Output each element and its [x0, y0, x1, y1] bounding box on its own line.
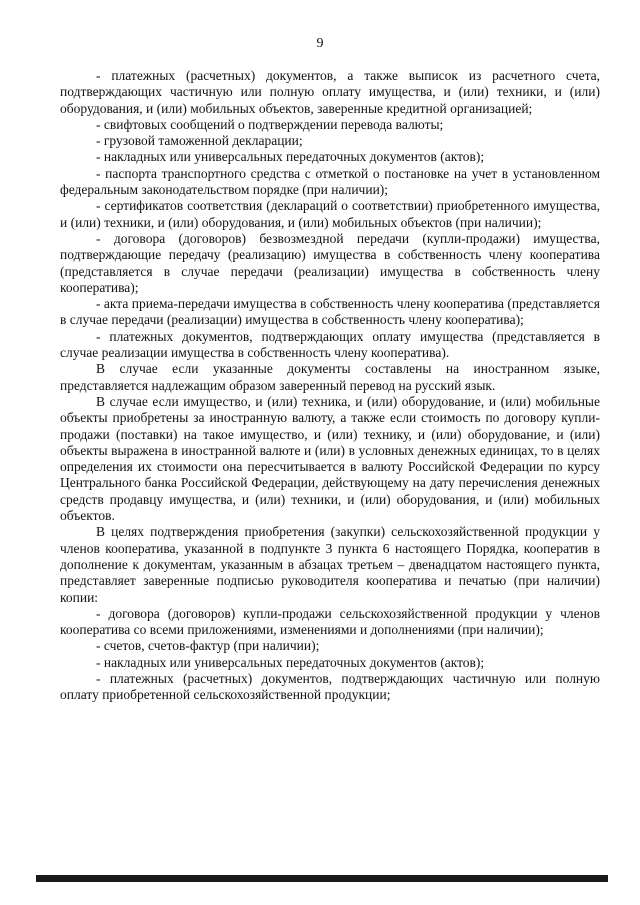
paragraph: - счетов, счетов-фактур (при наличии); [96, 638, 320, 654]
paragraph: - акта приема-передачи имущества в собственность члену кооператива (представляется в случае передачи (реализации) имущества в собственность члену кооператива); [60, 296, 600, 328]
paragraph: - грузовой таможенной декларации; [96, 133, 303, 149]
paragraph: - платежных документов, подтверждающих оплату имущества (представляется в случае реализации имущества в собственность члену кооператива). [60, 328, 600, 361]
paragraph: - договора (договоров) безвозмездной передачи (купли-продажи) имущества, подтверждающие передачу (реализацию) имущества в собственность члену кооператива (представляется в случае передачи (реализации) имущества в собственность члену кооператива); [60, 230, 600, 295]
paragraph: - накладных или универсальных передаточных документов (актов); [96, 149, 485, 165]
paragraph: - платежных (расчетных) документов, подтверждающих частичную или полную оплату приобретенной сельскохозяйственной продукции; [60, 670, 600, 703]
page-number: 9 [316, 36, 324, 51]
paragraph: - сертификатов соответствия (деклараций о соответствии) приобретенного имущества, и (или) техники, и (или) оборудования, и (или) мобильных объектов (при наличии); [60, 198, 600, 230]
paragraph: - свифтовых сообщений о подтверждении перевода валюты; [96, 116, 444, 132]
paragraph: В целях подтверждения приобретения (закупки) сельскохозяйственной продукции у членов кооператива, указанной в подпункте 3 пункта 6 настоящего Порядка, кооператив в дополнение к документам, указанным в абзацах третьем – двенадцатом настоящего пункта, представляет заверенные подписью руководителя кооператива и печатью (при наличии) копии: [60, 524, 600, 605]
paragraph: - платежных (расчетных) документов, а также выписок из расчетного счета, подтверждающих частичную или полную оплату имущества, и (или) техники, и (или) оборудования, и (или) мобильных объектов, заверенные кредитной организацией; [60, 68, 600, 116]
paragraph: В случае если указанные документы составлены на иностранном языке, представляется надлежащим образом заверенный перевод на русский язык. [60, 361, 600, 393]
bottom-rule [36, 875, 608, 882]
paragraph: - паспорта транспортного средства с отметкой о постановке на учет в установленном федеральным законодательством порядке (при наличии); [60, 165, 600, 198]
document-body [60, 68, 600, 704]
paragraph: В случае если имущество, и (или) техника, и (или) оборудование, и (или) мобильные объекты приобретены за иностранную валюту, а также если стоимость по договору купли-продажи (поставки) на такое имущество, и (или) технику, и (или) оборудование, и (или) объекты выражена в иностранной валюте и (или) в условных денежных единицах, то в целях определения их стоимости она пересчитывается в валюту Российской Федерации по курсу Центрального банка Российской Федерации, действующему на дату перечисления денежных средств продавцу имущества, и (или) техники, и (или) оборудования, и (или) мобильных объектов. [60, 393, 600, 524]
paragraph: - договора (договоров) купли-продажи сельскохозяйственной продукции у членов кооператива со всеми приложениями, изменениями и дополнениями (при наличии); [60, 605, 600, 638]
paragraph: - накладных или универсальных передаточных документов (актов); [96, 654, 485, 670]
